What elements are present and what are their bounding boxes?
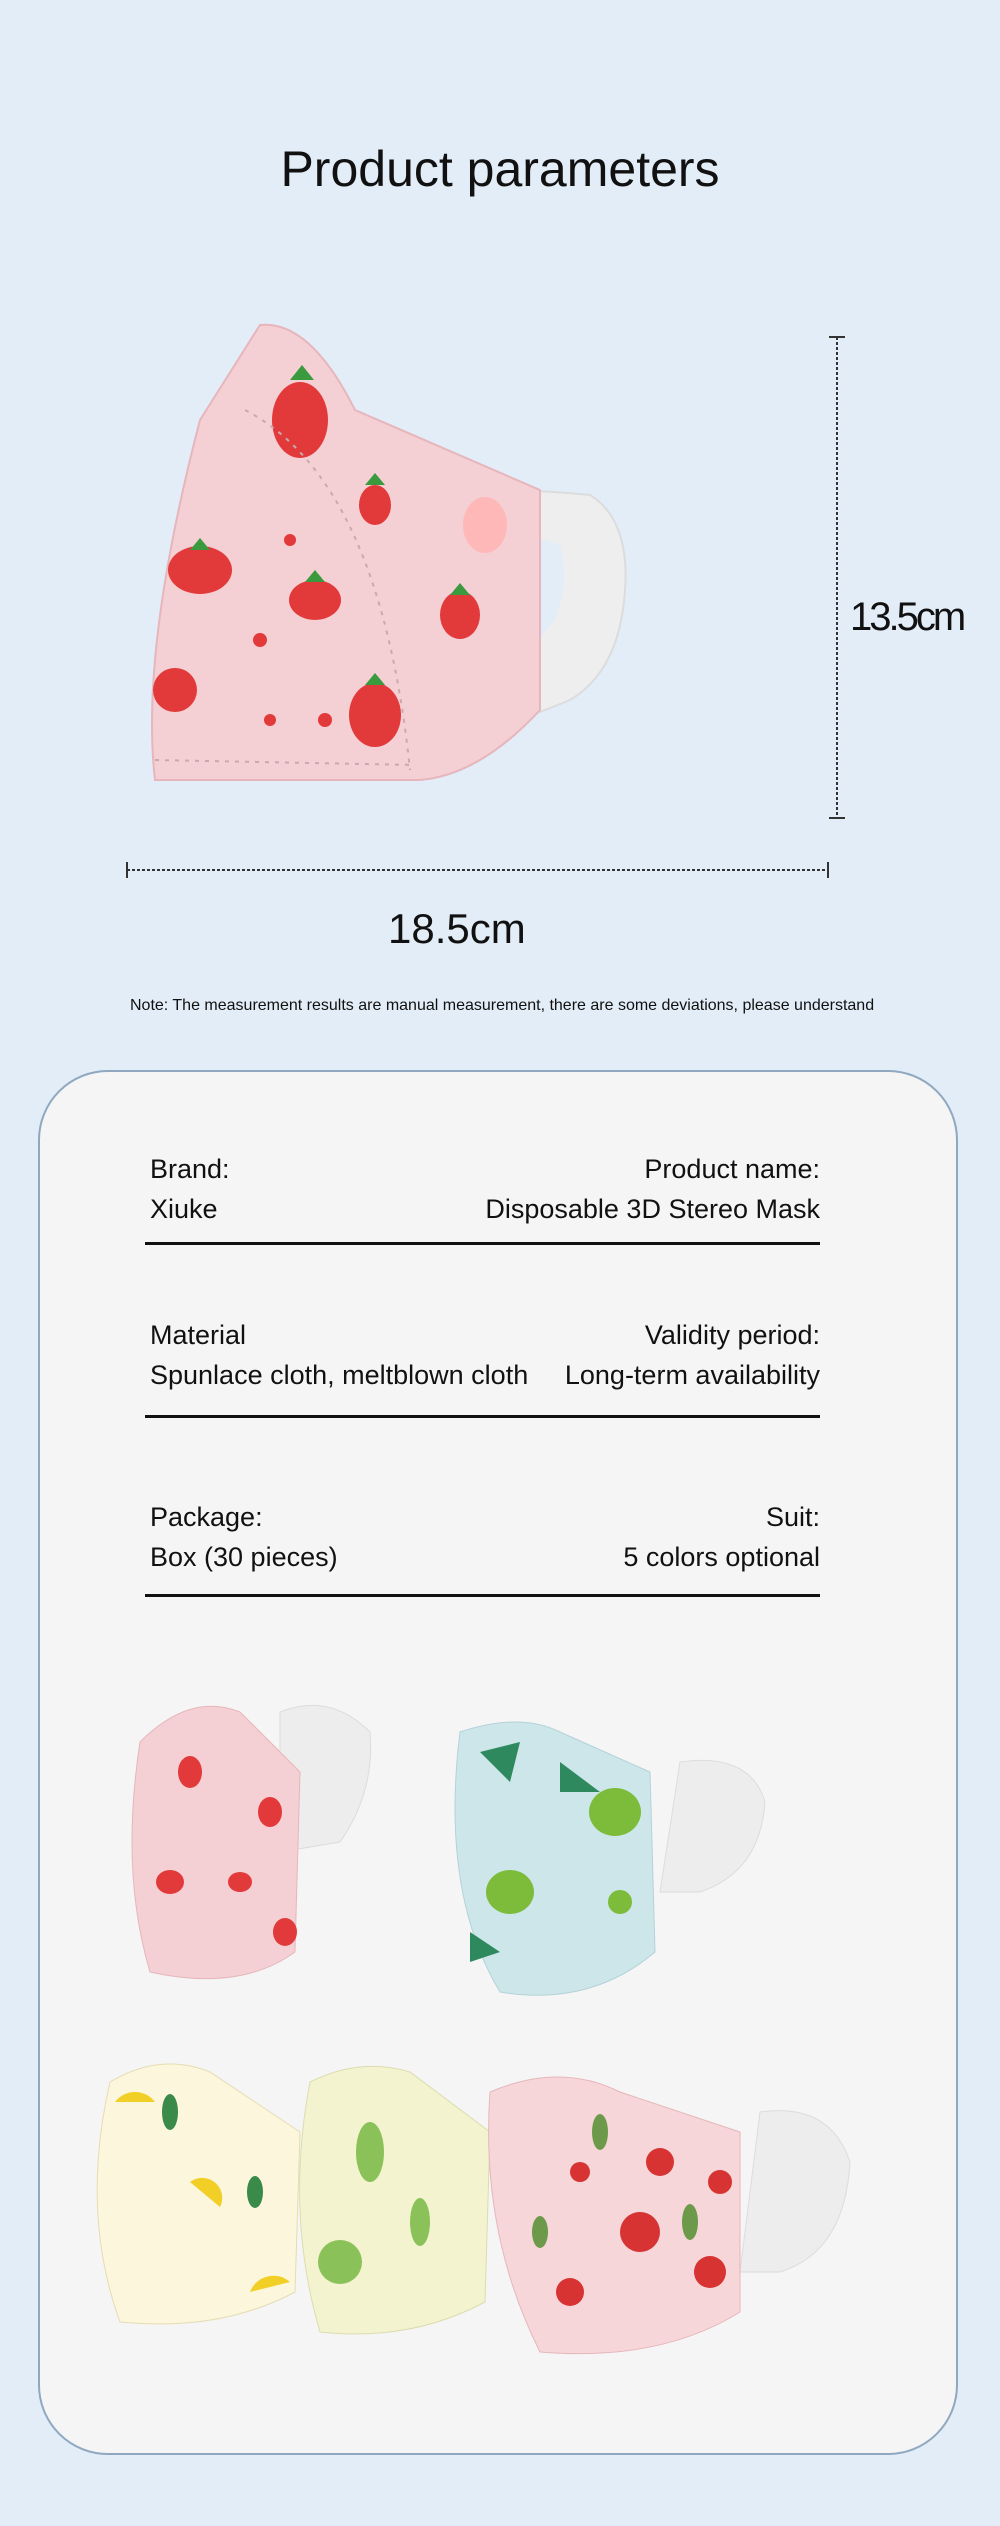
spec-value-validity: Long-term availability bbox=[564, 1360, 820, 1390]
height-label: 13.5cm bbox=[850, 595, 964, 639]
measurement-note: Note: The measurement results are manual measurement, there are some deviations, please understand bbox=[130, 997, 875, 1014]
lemon-mask-variant bbox=[97, 2064, 300, 2324]
spec-value-suit: 5 colors optional bbox=[623, 1542, 820, 1572]
spec-value-product-name: Disposable 3D Stereo Mask bbox=[485, 1194, 820, 1224]
width-label: 18.5cm bbox=[388, 905, 526, 952]
spec-label-product-name: Product name: bbox=[644, 1154, 820, 1184]
width-dimension-line bbox=[125, 860, 830, 880]
spec-label-package: Package: bbox=[150, 1502, 263, 1532]
spec-value-material: Spunlace cloth, meltblown cloth bbox=[150, 1360, 529, 1390]
spec-value-package: Box (30 pieces) bbox=[150, 1542, 338, 1572]
strawberry-mask-image bbox=[150, 320, 790, 790]
height-dimension-line bbox=[827, 335, 847, 820]
strawberry-mask-variant bbox=[132, 1705, 371, 1978]
spec-value-brand: Xiuke bbox=[150, 1194, 218, 1224]
spec-card bbox=[38, 1070, 958, 2455]
spec-label-validity: Validity period: bbox=[644, 1320, 820, 1350]
spec-label-material: Material bbox=[150, 1320, 247, 1350]
page-title: Product parameters bbox=[280, 141, 720, 197]
cherry-mask-variant bbox=[489, 2077, 850, 2354]
cucumber-mask-variant bbox=[300, 2066, 490, 2334]
mask-variants-image bbox=[40, 1072, 960, 2457]
spec-label-suit: Suit: bbox=[765, 1502, 820, 1532]
spec-label-brand: Brand: bbox=[150, 1154, 230, 1184]
kiwi-mask-variant bbox=[455, 1722, 765, 1995]
